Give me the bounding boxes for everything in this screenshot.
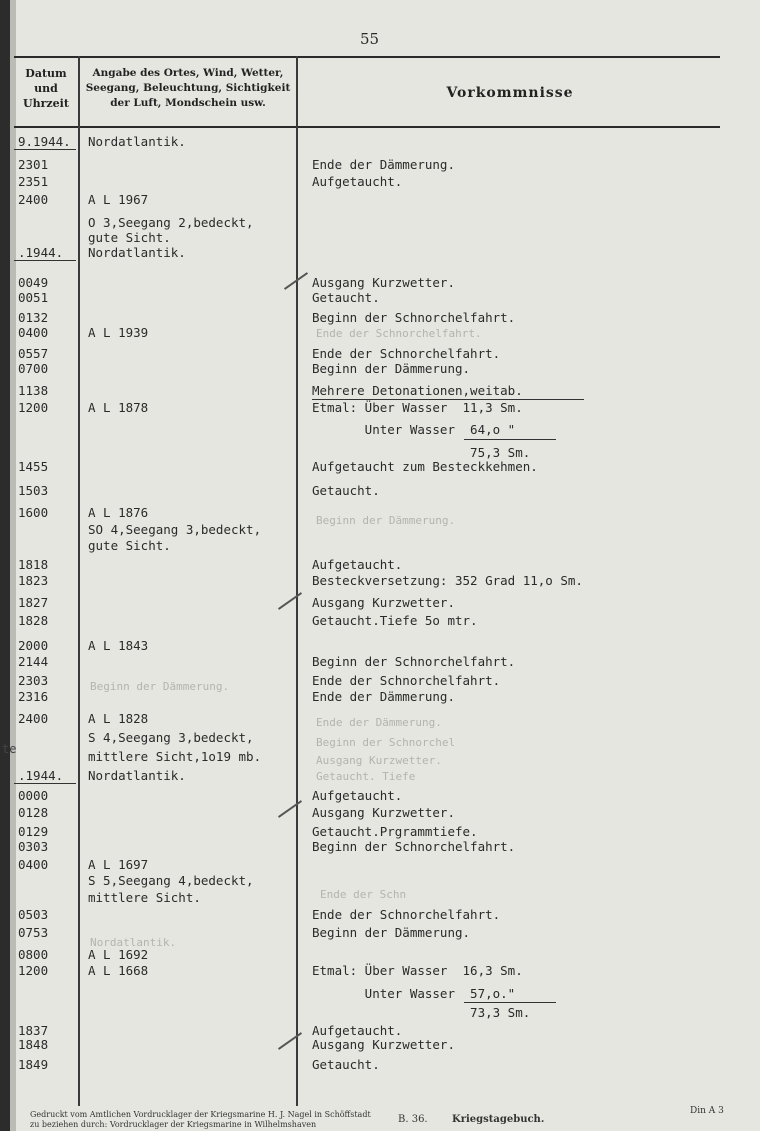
entry-event: 73,3 Sm. bbox=[312, 1005, 531, 1020]
entry-time: .1944. bbox=[18, 245, 64, 260]
entry-time: 0049 bbox=[18, 275, 49, 290]
entry-event: Ende der Schnorchelfahrt. bbox=[312, 346, 501, 361]
footer-paper-size: Din A 3 bbox=[690, 1106, 724, 1116]
entry-time: 1823 bbox=[18, 573, 49, 588]
entry-time: 1827 bbox=[18, 595, 49, 610]
entry-event: Besteckversetzung: 352 Grad 11,o Sm. bbox=[312, 573, 583, 588]
entry-place: Nordatlantik. bbox=[88, 134, 186, 149]
entry-place: gute Sicht. bbox=[88, 538, 171, 553]
entry-place: Nordatlantik. bbox=[88, 245, 186, 260]
entry-event: Ende der Schnorchelfahrt. bbox=[312, 907, 501, 922]
entry-time: 0129 bbox=[18, 824, 49, 839]
entry-event: Ausgang Kurzwetter. bbox=[312, 595, 455, 610]
entry-time: 1200 bbox=[18, 400, 49, 415]
entry-place: A L 1939 bbox=[88, 325, 149, 340]
entry-event: Aufgetaucht. bbox=[312, 1023, 403, 1038]
entry-place: A L 1876 bbox=[88, 505, 149, 520]
entry-place: mittlere Sicht,1o19 mb. bbox=[88, 749, 262, 764]
entry-event: Ausgang Kurzwetter. bbox=[312, 1037, 455, 1052]
footer-form-number: B. 36. bbox=[398, 1114, 428, 1125]
entry-place: A L 1692 bbox=[88, 947, 149, 962]
entry-time: 0753 bbox=[18, 925, 49, 940]
entry-event: Beginn der Schnorchelfahrt. bbox=[312, 654, 516, 669]
entry-time: 0303 bbox=[18, 839, 49, 854]
entry-event: Beginn der Schnorchelfahrt. bbox=[312, 310, 516, 325]
entry-place: gute Sicht. bbox=[88, 230, 171, 245]
header-datum-line3: Uhrzeit bbox=[23, 97, 69, 110]
header-bottom-rule bbox=[14, 126, 720, 128]
check-mark bbox=[278, 1032, 302, 1050]
entry-time: 2400 bbox=[18, 192, 49, 207]
page-number: 55 bbox=[360, 30, 380, 48]
entry-time: 0800 bbox=[18, 947, 49, 962]
entry-event: Ende der Dämmerung. bbox=[312, 689, 455, 704]
binding-shadow bbox=[0, 0, 10, 1131]
header-datum-line2: und bbox=[34, 82, 58, 95]
logbook-page: 55 Datum und Uhrzeit Angabe des Ortes, Wind, Wetter, Seegang, Beleuchtung, Sichtigkeit der Luft, Mondschein usw. Vorkommnisse Ende der Schnorchelfahrt. Beginn der Dämmerung. Ende der Dämmerung. Beginn der Schnorchel Ausgang Kurzwetter. Getaucht. Tiefe Beginn der Dämmerung. Nordatlantik. Ende der Schn te 9.1944. Nordatlantik. 2301 Ende der Dämmerung. 2351 Aufgetaucht. 2400 A L 1967 O 3,Seegang 2,bedeckt, gute Sicht. .1944. Nordatlantik. 0049 Ausgang Kurzwetter. 0051 Getaucht. 0132 Beginn der Schnorchelfahrt. 0400 A L 1939 0557 Ende der Schnorchelfahrt. 0700 Beginn der Dämmerung. 1138 Mehrere Detonationen,weitab. 1200 A L 1878 Etmal: Über Wasser 11,3 Sm. Unter Wasser 64,o " 75,3 Sm. 1455 Aufgetaucht zum Besteckkehmen. 1503 Getaucht. 1600 A L 1876 SO 4,Seegang 3,bedeckt, gute Sicht. 1818 Aufgetaucht. 1823 Besteckversetzung: 352 Grad 11,o Sm. 1827 Ausgang Kurzwetter. 1828 Getaucht.Tiefe 5o mtr. 2000 A L 1843 2144 Beginn der Schnorchelfahrt. 2303 Ende der Schnorchelfahrt. 2316 Ende der Dämmerung. 2400 A L 1828 S 4,Seegang 3,bedeckt, mittlere Sicht,1o19 mb. .1944. Nordatlantik. 0000 Aufgetaucht. 0128 Ausgang Kurzwetter. 0129 Getaucht.Prgrammtiefe. 0303 Beginn der Schnorchelfahrt. 0400 A L 1697 S 5,Seegang 4,bedeckt, mittlere Sicht. 0503 Ende der Schnorchelfahrt. 0753 Beginn der Dämmerung. 0800 A L 1692 1200 A L 1668 Etmal: Über Wasser 16,3 Sm. Unter Wasser 57,o." 73,3 Sm. 1837 Aufgetaucht. 1848 Ausgang Kurzwetter. 1849 Getaucht. Gedruckt vom Amtlichen Vordrucklager der Kriegsmarine H. J. Nagel in Schöffstadt zu beziehen durch: Vordrucklager der Kriegsmarine in Wilhelmshaven B. 36. Kriegstagebuch. Din A 3 bbox=[0, 0, 760, 1131]
entry-time: 0400 bbox=[18, 325, 49, 340]
entry-event: Beginn der Schnorchelfahrt. bbox=[312, 839, 516, 854]
entry-time: 2301 bbox=[18, 157, 49, 172]
etmal-sum-line bbox=[464, 1002, 556, 1003]
entry-time: 0700 bbox=[18, 361, 49, 376]
entry-event: Ende der Dämmerung. bbox=[312, 157, 455, 172]
entry-event: Ausgang Kurzwetter. bbox=[312, 805, 455, 820]
check-mark bbox=[278, 800, 302, 818]
entry-place: A L 1843 bbox=[88, 638, 149, 653]
entry-place: A L 1967 bbox=[88, 192, 149, 207]
entry-time: 1828 bbox=[18, 613, 49, 628]
date-underline bbox=[14, 783, 76, 784]
entry-time: 0132 bbox=[18, 310, 49, 325]
entry-event: Etmal: Über Wasser 11,3 Sm. bbox=[312, 400, 523, 415]
entry-place: O 3,Seegang 2,bedeckt, bbox=[88, 215, 254, 230]
entry-event: Etmal: Über Wasser 16,3 Sm. bbox=[312, 963, 523, 978]
entry-time: 2000 bbox=[18, 638, 49, 653]
entry-event: Aufgetaucht. bbox=[312, 788, 403, 803]
column-divider-1 bbox=[78, 56, 80, 1106]
entry-event: Ende der Schnorchelfahrt. bbox=[312, 673, 501, 688]
entry-time: 1837 bbox=[18, 1023, 49, 1038]
entry-place: A L 1668 bbox=[88, 963, 149, 978]
etmal-sum-line bbox=[464, 439, 556, 440]
entry-event: Beginn der Dämmerung. bbox=[312, 361, 471, 376]
entry-place: SO 4,Seegang 3,bedeckt, bbox=[88, 522, 262, 537]
entry-event: Aufgetaucht. bbox=[312, 557, 403, 572]
entry-time: 0000 bbox=[18, 788, 49, 803]
entry-time: 1818 bbox=[18, 557, 49, 572]
entry-time: .1944. bbox=[18, 768, 64, 783]
entry-place: A L 1828 bbox=[88, 711, 149, 726]
entry-event: Getaucht.Prgrammtiefe. bbox=[312, 824, 478, 839]
entry-time: 0503 bbox=[18, 907, 49, 922]
header-ort-line3: der Luft, Mondschein usw. bbox=[110, 97, 266, 109]
header-datum-line1: Datum bbox=[25, 67, 67, 80]
entry-event: Mehrere Detonationen,weitab. bbox=[312, 383, 523, 398]
footer-printer: Gedruckt vom Amtlichen Vordrucklager der Kriegsmarine H. J. Nagel in Schöffstadt bbox=[30, 1110, 371, 1119]
entry-time: 2303 bbox=[18, 673, 49, 688]
entry-event: Beginn der Dämmerung. bbox=[312, 925, 471, 940]
entry-place: mittlere Sicht. bbox=[88, 890, 201, 905]
entry-event: Unter Wasser 64,o " bbox=[312, 422, 516, 437]
entry-time: 1848 bbox=[18, 1037, 49, 1052]
entry-time: 0128 bbox=[18, 805, 49, 820]
entry-event: Getaucht. bbox=[312, 290, 380, 305]
entry-time: 1503 bbox=[18, 483, 49, 498]
entry-time: 2351 bbox=[18, 174, 49, 189]
entry-event: Getaucht.Tiefe 5o mtr. bbox=[312, 613, 478, 628]
entry-time: 2316 bbox=[18, 689, 49, 704]
entry-time: 1200 bbox=[18, 963, 49, 978]
entry-place: A L 1697 bbox=[88, 857, 149, 872]
footer-printer-2: zu beziehen durch: Vordrucklager der Kriegsmarine in Wilhelmshaven bbox=[30, 1120, 317, 1129]
column-divider-2 bbox=[296, 56, 298, 1106]
entry-time: 2400 bbox=[18, 711, 49, 726]
header-ort-line2: Seegang, Beleuchtung, Sichtigkeit bbox=[85, 82, 291, 94]
date-underline bbox=[14, 260, 76, 261]
header-ort-line1: Angabe des Ortes, Wind, Wetter, bbox=[92, 67, 284, 79]
check-mark bbox=[278, 592, 302, 610]
entry-event: Ausgang Kurzwetter. bbox=[312, 275, 455, 290]
entry-time: 9.1944. bbox=[18, 134, 71, 149]
date-underline bbox=[14, 149, 76, 150]
entry-time: 2144 bbox=[18, 654, 49, 669]
header-vorkommnisse: Vorkommnisse bbox=[446, 85, 574, 101]
entry-event: Unter Wasser 57,o." bbox=[312, 986, 516, 1001]
entry-event: Aufgetaucht. bbox=[312, 174, 403, 189]
margin-note: te bbox=[2, 742, 17, 756]
header-datum bbox=[16, 66, 76, 111]
entry-time: 1138 bbox=[18, 383, 49, 398]
entry-place: S 5,Seegang 4,bedeckt, bbox=[88, 873, 254, 888]
entry-place: Nordatlantik. bbox=[88, 768, 186, 783]
entry-time: 1600 bbox=[18, 505, 49, 520]
binding-edge bbox=[10, 0, 16, 1131]
entry-time: 0557 bbox=[18, 346, 49, 361]
entry-event: Getaucht. bbox=[312, 1057, 380, 1072]
entry-event: Aufgetaucht zum Besteckkehmen. bbox=[312, 459, 538, 474]
entry-time: 1849 bbox=[18, 1057, 49, 1072]
entry-time: 0051 bbox=[18, 290, 49, 305]
entry-time: 1455 bbox=[18, 459, 49, 474]
entry-place: S 4,Seegang 3,bedeckt, bbox=[88, 730, 254, 745]
entry-time: 0400 bbox=[18, 857, 49, 872]
footer-title: Kriegstagebuch. bbox=[452, 1114, 545, 1125]
header-top-rule bbox=[14, 56, 720, 58]
entry-event: Getaucht. bbox=[312, 483, 380, 498]
entry-event: 75,3 Sm. bbox=[312, 445, 531, 460]
entry-place: A L 1878 bbox=[88, 400, 149, 415]
header-ort bbox=[82, 66, 294, 111]
